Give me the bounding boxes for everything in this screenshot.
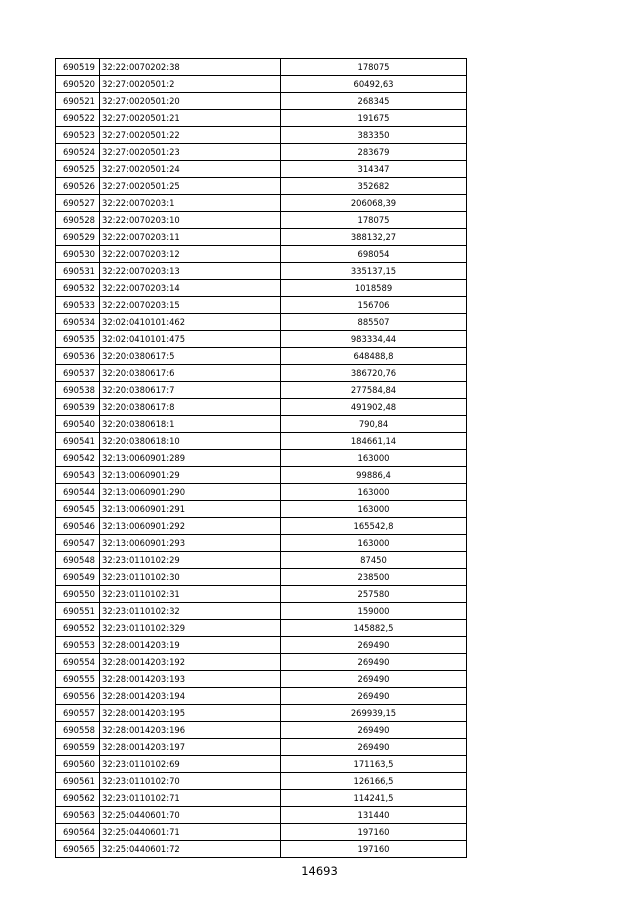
row-id-cell: 690560 [56, 756, 100, 773]
row-id-cell: 690523 [56, 127, 100, 144]
value-cell: 386720,76 [281, 365, 467, 382]
table-row [56, 807, 467, 824]
row-id-cell: 690561 [56, 773, 100, 790]
cadastral-number-cell: 32:23:0110102:71 [100, 790, 281, 807]
value-cell: 314347 [281, 161, 467, 178]
value-cell: 790,84 [281, 416, 467, 433]
row-id-cell: 690520 [56, 76, 100, 93]
row-id-cell: 690528 [56, 212, 100, 229]
cadastral-number-cell: 32:20:0380618:1 [100, 416, 281, 433]
row-id-cell: 690538 [56, 382, 100, 399]
row-id-cell: 690551 [56, 603, 100, 620]
table-row [56, 637, 467, 654]
table-row [56, 110, 467, 127]
table-row [56, 654, 467, 671]
row-id-cell: 690525 [56, 161, 100, 178]
row-id-cell: 690545 [56, 501, 100, 518]
table-row [56, 569, 467, 586]
table-row [56, 705, 467, 722]
table-row [56, 586, 467, 603]
cadastral-number-cell: 32:23:0110102:70 [100, 773, 281, 790]
value-cell: 178075 [281, 212, 467, 229]
row-id-cell: 690537 [56, 365, 100, 382]
value-cell: 269490 [281, 671, 467, 688]
value-cell: 648488,8 [281, 348, 467, 365]
cadastral-number-cell: 32:25:0440601:72 [100, 841, 281, 858]
table-row [56, 246, 467, 263]
cadastral-number-cell: 32:28:0014203:194 [100, 688, 281, 705]
cadastral-number-cell: 32:13:0060901:292 [100, 518, 281, 535]
value-cell: 197160 [281, 824, 467, 841]
table-row [56, 195, 467, 212]
cadastral-number-cell: 32:28:0014203:195 [100, 705, 281, 722]
row-id-cell: 690530 [56, 246, 100, 263]
row-id-cell: 690544 [56, 484, 100, 501]
value-cell: 87450 [281, 552, 467, 569]
value-cell: 283679 [281, 144, 467, 161]
cadastral-number-cell: 32:22:0070203:15 [100, 297, 281, 314]
value-cell: 269490 [281, 722, 467, 739]
row-id-cell: 690548 [56, 552, 100, 569]
table-row [56, 280, 467, 297]
table-row [56, 552, 467, 569]
cadastral-number-cell: 32:23:0110102:329 [100, 620, 281, 637]
row-id-cell: 690553 [56, 637, 100, 654]
row-id-cell: 690555 [56, 671, 100, 688]
row-id-cell: 690543 [56, 467, 100, 484]
value-cell: 156706 [281, 297, 467, 314]
row-id-cell: 690524 [56, 144, 100, 161]
cadastral-number-cell: 32:20:0380617:6 [100, 365, 281, 382]
value-cell: 145882,5 [281, 620, 467, 637]
cadastral-number-cell: 32:27:0020501:23 [100, 144, 281, 161]
table-row [56, 263, 467, 280]
cadastral-number-cell: 32:13:0060901:29 [100, 467, 281, 484]
cadastral-number-cell: 32:23:0110102:31 [100, 586, 281, 603]
value-cell: 163000 [281, 450, 467, 467]
value-cell: 206068,39 [281, 195, 467, 212]
table-row [56, 229, 467, 246]
row-id-cell: 690531 [56, 263, 100, 280]
value-cell: 698054 [281, 246, 467, 263]
cadastral-number-cell: 32:20:0380618:10 [100, 433, 281, 450]
table-row [56, 433, 467, 450]
row-id-cell: 690534 [56, 314, 100, 331]
table-row [56, 144, 467, 161]
cadastral-number-cell: 32:27:0020501:21 [100, 110, 281, 127]
row-id-cell: 690550 [56, 586, 100, 603]
row-id-cell: 690556 [56, 688, 100, 705]
value-cell: 335137,15 [281, 263, 467, 280]
cadastral-number-cell: 32:27:0020501:24 [100, 161, 281, 178]
cadastral-number-cell: 32:23:0110102:30 [100, 569, 281, 586]
row-id-cell: 690521 [56, 93, 100, 110]
table-row [56, 739, 467, 756]
value-cell: 163000 [281, 484, 467, 501]
value-cell: 269490 [281, 688, 467, 705]
table-row [56, 331, 467, 348]
cadastral-number-cell: 32:20:0380617:7 [100, 382, 281, 399]
table-row [56, 59, 467, 76]
row-id-cell: 690559 [56, 739, 100, 756]
table-row [56, 620, 467, 637]
cadastral-number-cell: 32:02:0410101:462 [100, 314, 281, 331]
table-row [56, 484, 467, 501]
value-cell: 99886,4 [281, 467, 467, 484]
cadastral-number-cell: 32:02:0410101:475 [100, 331, 281, 348]
table-row [56, 671, 467, 688]
row-id-cell: 690564 [56, 824, 100, 841]
value-cell: 269490 [281, 637, 467, 654]
value-cell: 238500 [281, 569, 467, 586]
value-cell: 131440 [281, 807, 467, 824]
table-row [56, 416, 467, 433]
row-id-cell: 690540 [56, 416, 100, 433]
cadastral-number-cell: 32:13:0060901:291 [100, 501, 281, 518]
value-cell: 126166,5 [281, 773, 467, 790]
value-cell: 269490 [281, 654, 467, 671]
cadastral-number-cell: 32:23:0110102:29 [100, 552, 281, 569]
row-id-cell: 690536 [56, 348, 100, 365]
table-body [56, 59, 467, 858]
value-cell: 383350 [281, 127, 467, 144]
value-cell: 388132,27 [281, 229, 467, 246]
cadastral-number-cell: 32:22:0070203:12 [100, 246, 281, 263]
cadastral-number-cell: 32:13:0060901:293 [100, 535, 281, 552]
table-row [56, 603, 467, 620]
row-id-cell: 690552 [56, 620, 100, 637]
table-row [56, 399, 467, 416]
value-cell: 1018589 [281, 280, 467, 297]
table-row [56, 365, 467, 382]
row-id-cell: 690529 [56, 229, 100, 246]
cadastral-number-cell: 32:25:0440601:70 [100, 807, 281, 824]
value-cell: 491902,48 [281, 399, 467, 416]
table-row [56, 688, 467, 705]
cadastral-number-cell: 32:22:0070203:14 [100, 280, 281, 297]
cadastral-number-cell: 32:28:0014203:197 [100, 739, 281, 756]
table-row [56, 348, 467, 365]
value-cell: 114241,5 [281, 790, 467, 807]
row-id-cell: 690546 [56, 518, 100, 535]
row-id-cell: 690532 [56, 280, 100, 297]
table-row [56, 467, 467, 484]
value-cell: 165542,8 [281, 518, 467, 535]
value-cell: 983334,44 [281, 331, 467, 348]
row-id-cell: 690558 [56, 722, 100, 739]
cadastral-number-cell: 32:28:0014203:193 [100, 671, 281, 688]
table-row [56, 314, 467, 331]
table-row [56, 382, 467, 399]
cadastral-number-cell: 32:22:0070203:13 [100, 263, 281, 280]
cadastral-number-cell: 32:13:0060901:289 [100, 450, 281, 467]
row-id-cell: 690527 [56, 195, 100, 212]
row-id-cell: 690541 [56, 433, 100, 450]
row-id-cell: 690535 [56, 331, 100, 348]
row-id-cell: 690519 [56, 59, 100, 76]
table-row [56, 161, 467, 178]
row-id-cell: 690565 [56, 841, 100, 858]
table-row [56, 127, 467, 144]
table-row [56, 535, 467, 552]
table-row [56, 212, 467, 229]
cadastral-number-cell: 32:20:0380617:5 [100, 348, 281, 365]
value-cell: 269490 [281, 739, 467, 756]
cadastral-value-table [55, 58, 467, 858]
row-id-cell: 690539 [56, 399, 100, 416]
value-cell: 184661,14 [281, 433, 467, 450]
page-number: 14693 [301, 864, 338, 878]
row-id-cell: 690557 [56, 705, 100, 722]
cadastral-number-cell: 32:28:0014203:192 [100, 654, 281, 671]
value-cell: 171163,5 [281, 756, 467, 773]
value-cell: 197160 [281, 841, 467, 858]
table-row [56, 450, 467, 467]
cadastral-number-cell: 32:28:0014203:19 [100, 637, 281, 654]
table-row [56, 297, 467, 314]
table-row [56, 518, 467, 535]
value-cell: 352682 [281, 178, 467, 195]
row-id-cell: 690542 [56, 450, 100, 467]
row-id-cell: 690549 [56, 569, 100, 586]
table-row [56, 501, 467, 518]
row-id-cell: 690547 [56, 535, 100, 552]
row-id-cell: 690533 [56, 297, 100, 314]
cadastral-number-cell: 32:27:0020501:2 [100, 76, 281, 93]
value-cell: 163000 [281, 501, 467, 518]
value-cell: 163000 [281, 535, 467, 552]
value-cell: 60492,63 [281, 76, 467, 93]
value-cell: 268345 [281, 93, 467, 110]
cadastral-number-cell: 32:22:0070202:38 [100, 59, 281, 76]
cadastral-number-cell: 32:22:0070203:10 [100, 212, 281, 229]
table-row [56, 722, 467, 739]
row-id-cell: 690526 [56, 178, 100, 195]
table-row [56, 93, 467, 110]
table-row [56, 824, 467, 841]
table-row [56, 178, 467, 195]
table-row [56, 773, 467, 790]
value-cell: 885507 [281, 314, 467, 331]
cadastral-number-cell: 32:25:0440601:71 [100, 824, 281, 841]
value-cell: 159000 [281, 603, 467, 620]
cadastral-number-cell: 32:22:0070203:11 [100, 229, 281, 246]
cadastral-number-cell: 32:22:0070203:1 [100, 195, 281, 212]
row-id-cell: 690522 [56, 110, 100, 127]
value-cell: 277584,84 [281, 382, 467, 399]
row-id-cell: 690563 [56, 807, 100, 824]
row-id-cell: 690554 [56, 654, 100, 671]
cadastral-number-cell: 32:27:0020501:25 [100, 178, 281, 195]
table-row [56, 76, 467, 93]
value-cell: 269939,15 [281, 705, 467, 722]
value-cell: 257580 [281, 586, 467, 603]
value-cell: 191675 [281, 110, 467, 127]
value-cell: 178075 [281, 59, 467, 76]
cadastral-number-cell: 32:23:0110102:32 [100, 603, 281, 620]
cadastral-number-cell: 32:28:0014203:196 [100, 722, 281, 739]
cadastral-number-cell: 32:27:0020501:22 [100, 127, 281, 144]
table-row [56, 841, 467, 858]
table-row [56, 756, 467, 773]
row-id-cell: 690562 [56, 790, 100, 807]
cadastral-number-cell: 32:27:0020501:20 [100, 93, 281, 110]
cadastral-number-cell: 32:23:0110102:69 [100, 756, 281, 773]
cadastral-number-cell: 32:13:0060901:290 [100, 484, 281, 501]
table-row [56, 790, 467, 807]
cadastral-number-cell: 32:20:0380617:8 [100, 399, 281, 416]
